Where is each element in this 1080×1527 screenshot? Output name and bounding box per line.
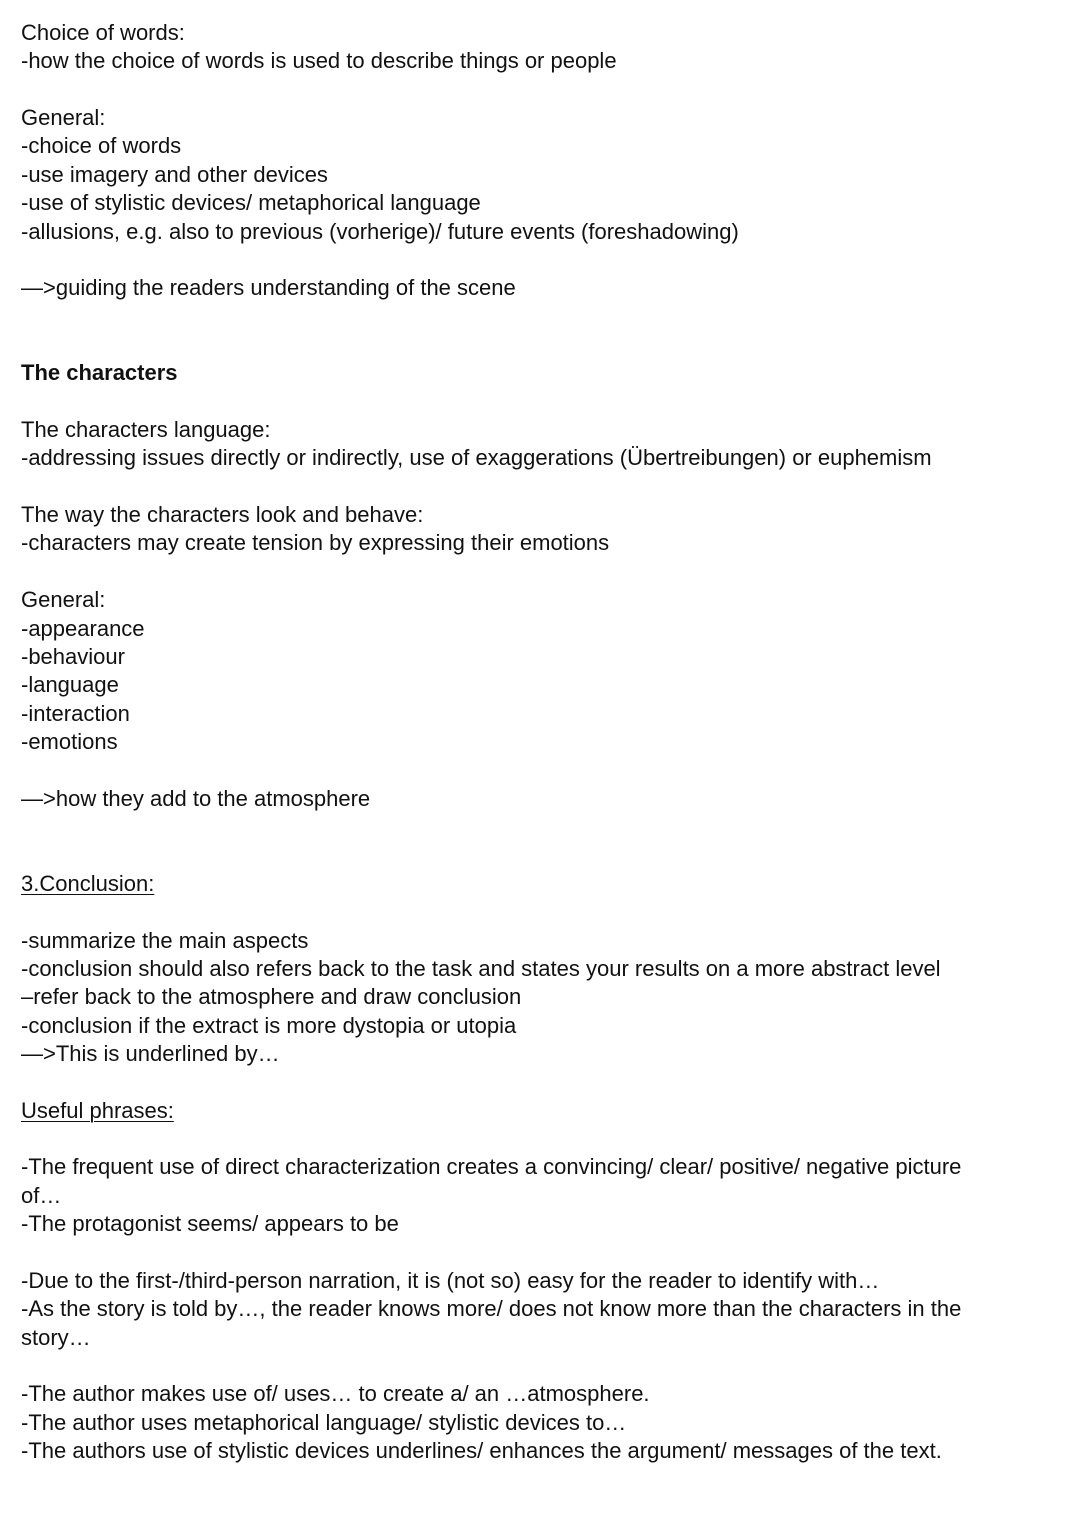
underlined-heading: Useful phrases: <box>21 1097 174 1123</box>
text-line: —>guiding the readers understanding of the scene <box>21 275 516 301</box>
text-line: -emotions <box>21 728 118 754</box>
text-line: -allusions, e.g. also to previous (vorherige)/ future events (foreshadowing) <box>21 218 739 244</box>
text-line: -conclusion if the extract is more dystopia or utopia <box>21 1012 517 1038</box>
text-line: story… <box>21 1324 91 1350</box>
blank-line <box>21 76 1066 104</box>
blank-line <box>21 303 1066 331</box>
text-line: -The protagonist seems/ appears to be <box>21 1211 399 1237</box>
text-line: -use imagery and other devices <box>21 161 328 187</box>
text-line: -As the story is told by…, the reader knows more/ does not know more than the characters in the <box>21 1296 962 1322</box>
text-line: The way the characters look and behave: <box>21 502 424 528</box>
blank-line <box>21 756 1066 784</box>
text-line: The characters language: <box>21 417 271 443</box>
text-line: -behaviour <box>21 643 125 669</box>
blank-line <box>21 813 1066 841</box>
text-line: -Due to the first-/third-person narration, it is (not so) easy for the reader to identify with… <box>21 1267 880 1293</box>
text-line: -language <box>21 672 119 698</box>
text-line: -characters may create tension by expressing their emotions <box>21 530 610 556</box>
blank-line <box>21 898 1066 926</box>
text-line: -interaction <box>21 700 130 726</box>
text-line: -The author makes use of/ uses… to create a/ an …atmosphere. <box>21 1381 650 1407</box>
text-line: -choice of words <box>21 133 182 159</box>
text-line: General: <box>21 587 106 613</box>
text-line: -how the choice of words is used to describe things or people <box>21 48 617 74</box>
underlined-heading: 3.Conclusion: <box>21 870 155 896</box>
blank-line <box>21 558 1066 586</box>
text-line: -appearance <box>21 615 145 641</box>
text-line: -addressing issues directly or indirectly, use of exaggerations (Übertreibungen) or euphemism <box>21 445 932 471</box>
blank-line <box>21 1125 1066 1153</box>
text-line: -use of stylistic devices/ metaphorical language <box>21 190 481 216</box>
blank-line <box>21 1238 1066 1266</box>
text-line: -The author uses metaphorical language/ stylistic devices to… <box>21 1409 627 1435</box>
blank-line <box>21 388 1066 416</box>
blank-line <box>21 1352 1066 1380</box>
text-line: -The authors use of stylistic devices underlines/ enhances the argument/ messages of the text. <box>21 1437 942 1463</box>
section-heading: The characters <box>21 360 178 386</box>
document-page <box>21 19 1066 1465</box>
text-line: -conclusion should also refers back to the task and states your results on a more abstract level <box>21 955 941 981</box>
text-line: of… <box>21 1182 62 1208</box>
blank-line <box>21 331 1066 359</box>
text-line: Choice of words: <box>21 20 185 45</box>
blank-line <box>21 473 1066 501</box>
text-line: —>This is underlined by… <box>21 1040 280 1066</box>
text-line: -summarize the main aspects <box>21 927 309 953</box>
text-line: —>how they add to the atmosphere <box>21 785 371 811</box>
blank-line <box>21 841 1066 869</box>
blank-line <box>21 246 1066 274</box>
text-line: -The frequent use of direct characterization creates a convincing/ clear/ positive/ negative picture <box>21 1154 962 1180</box>
blank-line <box>21 1068 1066 1096</box>
text-line: General: <box>21 105 106 131</box>
text-line: –refer back to the atmosphere and draw conclusion <box>21 984 522 1010</box>
